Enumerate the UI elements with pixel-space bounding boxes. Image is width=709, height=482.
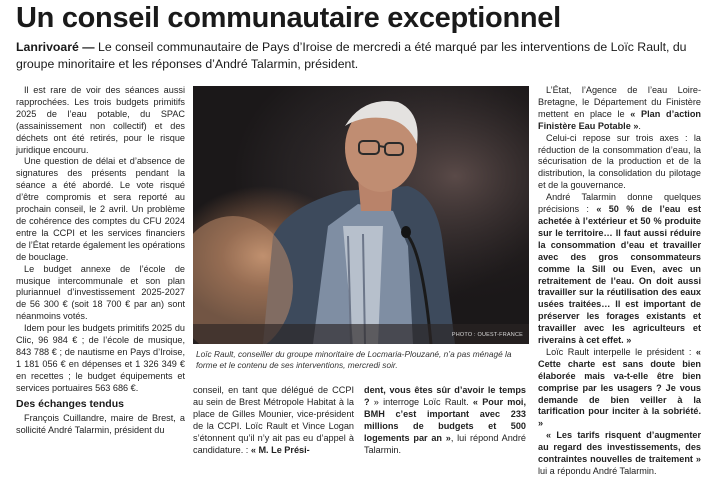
paragraph: Idem pour les budgets primitifs 2025 du Clic, 96 984 € ; de l’école de musique, 843 788 € ; de nautisme en Pays d’Iroise, 1 181 056 € en dépenses et 1 326 349 € en recettes ; le budget équipements et services portuaires 563 686 €. [16,323,185,393]
paragraph: Le budget annexe de l’école de musique intercommunale et son plan pluriannuel d’investissement 2025-2027 de 56 300 € (soit 18 700 € par an) sont néanmoins votés. [16,263,185,322]
subheading: Des échanges tendus [16,397,124,410]
quote: « Cette charte est sans doute bien élaborée mais va-t-elle être bien comprise par les usagers ? Je vous demande de bien veiller à la tarification pour inciter à la sobriété. » [538,346,701,429]
paragraph: Il est rare de voir des séances aussi rapprochées. Les trois budgets primitifs 2025 de l’eau potable, du SPAC (assainissement non collectif) et des déchets ont été retirés, pour le risque juridique encouru. [16,85,185,155]
article-photo [193,86,529,344]
photo-credit: PHOTO : OUEST-FRANCE [451,332,523,338]
paragraph [364,385,526,456]
quote: « Pour moi, BMH c’est important avec 233 millions de budgets et 500 logements par an » [364,396,526,443]
paragraph-text: Loïc Rault interpelle le président : [546,346,696,357]
paragraph [538,192,701,347]
dateline: Lanrivoaré — [16,40,95,54]
lead-text: Le conseil communautaire de Pays d’Iroise de mercredi a été marqué par les interventions de Loïc Rault, du groupe minoritaire et les réponses d’André Talarmin, président. [16,40,687,71]
paragraph: Celui-ci repose sur trois axes : la réduction de la consommation d’eau, la sécurisation de la production et de la distribution, la consolidation du pilotage et de la gouvernance. [538,132,701,191]
paragraph-text: » interroge Loïc Rault. [369,396,473,407]
quote: dent, vous êtes sûr d’avoir le temps ? [364,385,526,407]
speaker-photo-illustration [193,86,529,344]
article-column-1 [16,85,185,437]
headline: Un conseil communautaire exceptionnel [16,2,561,34]
article-lead [16,39,696,72]
paragraph-text: lui a répondu André Talarmin. [538,466,657,476]
paragraph-text: . [638,120,641,131]
paragraph [538,347,701,430]
paragraph [538,430,701,478]
paragraph [193,385,354,456]
paragraph-text: conseil, en tant que délégué de CCPI au sein de Brest Métropole Habitat à la place de Gilles Mounier, vice-président de la CCPI. Loïc Rault et Vince Logan s’étonnent qu’il n’y ait pas eu d’appel à candidature. : [193,385,354,455]
paragraph [538,85,701,133]
article-column-4 [538,85,701,478]
quote: « M. Le Prési- [250,444,310,455]
paragraph-text: L’État, l’Agence de l’eau Loire-Bretagne, le Département du Finistère mettent en place le [538,85,701,119]
article-column-3 [364,385,526,456]
paragraph-text: André Talarmin donne quelques précisions : [538,192,701,215]
quote: « Plan d’action Finistère Eau Potable » [538,108,701,131]
quote: « 50 % de l’eau est achetée à l’extérieur et 50 % produite sur le territoire… Il faut aussi réduire la consommation d’eau et travailler avec des gros consommateurs comme la Sill ou Even, avec un retraitement de l’eau. On doit aussi travailler sur la réutilisation des eaux usées traitées… Il est important de préserver les forages existants et travailler avec les agriculteurs et riverains à cet effet. » [538,204,701,346]
quote: « Les tarifs risquent d’augmenter au regard des investissements, des contraintes nouvelles de traitement » [538,430,701,465]
photo-caption: Loïc Rault, conseiller du groupe minoritaire de Locmaria-Plouzané, n’a pas ménagé la forme et le contenu de ses interventions, mercredi soir. [196,349,512,370]
paragraph: François Cuillandre, maire de Brest, a sollicité André Talarmin, président du [16,413,185,436]
article-column-2 [193,385,354,456]
paragraph-text: , lui répond André Talarmin. [364,432,526,455]
paragraph: Une question de délai et d’absence de signatures des présents pendant la séance a été abordé. Le vote risqué d’être compromis et sera reporté au prochain conseil, le 2 avril. Un problème de cohérence des comptes du CFU 2024 entre la CCPI et les services financiers de l’État retarde également les opérations de bouclage. [16,156,185,262]
